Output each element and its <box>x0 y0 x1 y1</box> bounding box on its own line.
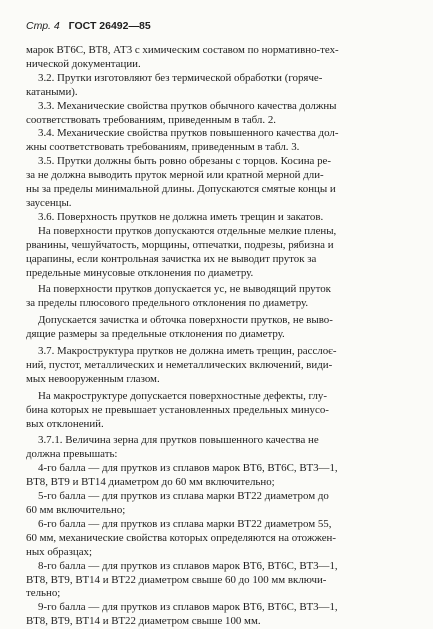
paragraph: 5-го балла — для прутков из сплава марки ВТ22 диаметром до 60 мм включительно; <box>26 490 329 516</box>
paragraph: 8-го балла — для прутков из сплавов марок ВТ6, ВТ6С, ВТ3—1, ВТ8, ВТ9, ВТ14 и ВТ22 диаметром свыше 60 до 100 мм включи- тельно; <box>26 559 338 600</box>
paragraph: На макроструктуре допускается поверхностные дефекты, глу- бина которых не превышает установленных предельных минусо- вых отклонений. <box>26 389 329 430</box>
paragraph: 3.2. Прутки изготовляют без термической обработки (горяче- катаными). <box>26 71 323 98</box>
paragraph: 3.5. Прутки должны быть ровно обрезаны с торцов. Косина ре- за не должна выводить пруток мерной или кратной мерной дли- ны за пределы минимальной длины. Допускаются смятые концы и заусенцы. <box>26 155 336 209</box>
document-body <box>26 44 407 629</box>
paragraph: 9-го балла — для прутков из сплавов марок ВТ6, ВТ6С, ВТ3—1, ВТ8, ВТ9, ВТ14 и ВТ22 диаметром свыше 100 мм. <box>26 601 338 628</box>
paragraph: 6-го балла — для прутков из сплава марки ВТ22 диаметром 55, 60 мм, механические свойства которых определяются на отожжен- ных образцах; <box>26 517 337 558</box>
paragraph: 3.3. Механические свойства прутков обычного качества должны соответствовать требованиям, приведенным в табл. 2. <box>26 99 337 126</box>
paragraph: 3.7.1. Величина зерна для прутков повышенного качества не должна превышать: <box>26 434 319 461</box>
paragraph: На поверхности прутков допускаются отдельные мелкие плены, рванины, чешуйчатость, морщины, отпечатки, подрезы, рябизна и царапины, если контрольная зачистка их не выводит пруток за предельные минусовые отклонения по диаметру. <box>26 224 337 279</box>
paragraph: На поверхности прутков допускается ус, не выводящий пруток за пределы плюсового предельного отклонения по диаметру. <box>26 283 331 310</box>
paragraph: 4-го балла — для прутков из сплавов марок ВТ6, ВТ6С, ВТ3—1, ВТ8, ВТ9 и ВТ14 диаметром до 60 мм включительно; <box>26 462 338 489</box>
paragraph: марок ВТ6С, ВТ8, АТ3 с химическим составом по нормативно-тех- нической документации. <box>26 44 339 70</box>
standard-code: ГОСТ 26492—85 <box>68 20 151 32</box>
paragraph: 3.6. Поверхность прутков не должна иметь трещин и закатов. <box>38 210 324 223</box>
paragraph: Допускается зачистка и обточка поверхности прутков, не выво- дящие размеры за предельные отклонения по диаметру. <box>26 314 333 341</box>
page-number: Стр. 4 <box>26 20 60 32</box>
page-header <box>26 20 407 44</box>
paragraph: 3.4. Механические свойства прутков повышенного качества дол- жны соответствовать требованиям, приведенным в табл. 3. <box>26 127 339 154</box>
paragraph: 3.7. Макроструктура прутков не должна иметь трещин, расслоє- ний, пустот, металлических и неметаллических включений, види- мых невооруженным глазом. <box>26 345 337 385</box>
